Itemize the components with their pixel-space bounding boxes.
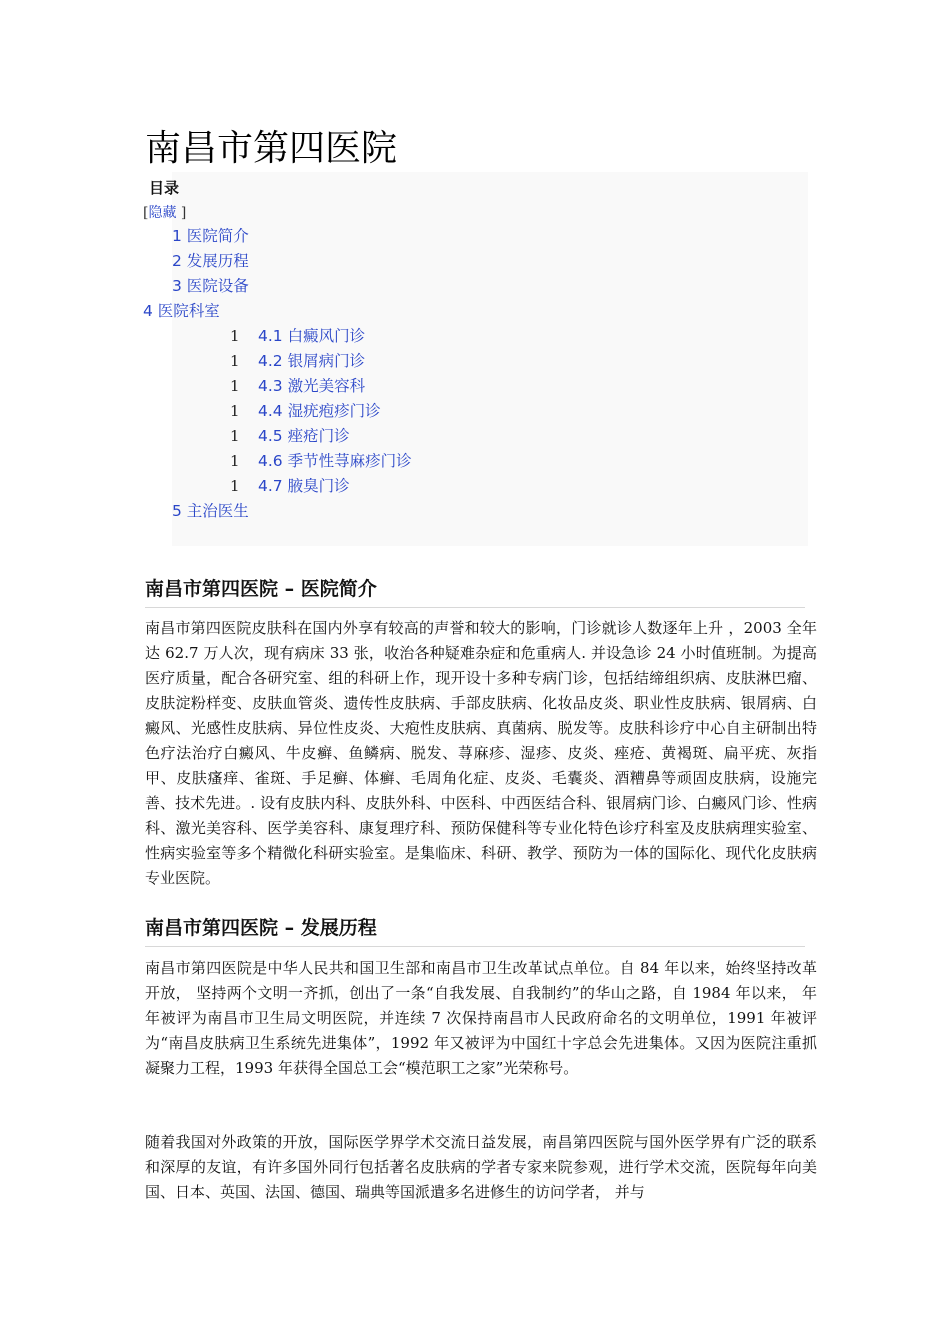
section-heading-intro: 南昌市第四医院 – 医院简介 — [145, 575, 805, 608]
toc-hide-toggle[interactable]: [隐藏 ] — [143, 205, 187, 221]
toc-item-equipment[interactable]: 3 医院设备 — [172, 277, 249, 295]
toc-item-history[interactable]: 2 发展历程 — [172, 252, 249, 270]
toc-item-intro[interactable]: 1 医院简介 — [172, 227, 249, 245]
toc-hide-link[interactable]: 隐藏 — [148, 205, 177, 221]
section-paragraph: 随着我国对外政策的开放，国际医学界学术交流日益发展，南昌第四医院与国外医学界有广泛的联系和深厚的友谊，有许多国外同行包括著名皮肤病的学者专家来院参观，进行学术交流，医院每年向美国、日本、英国、法国、德国、瑞典等国派遣多名进修生的访问学者， 并与 — [145, 1133, 817, 1201]
page-title: 南昌市第四医院 — [145, 128, 398, 169]
toc-item-departments[interactable]: 4 医院科室 — [143, 302, 220, 320]
toc-heading: 目录 — [149, 179, 180, 197]
section-paragraph: 南昌市第四医院是中华人民共和国卫生部和南昌市卫生改革试点单位。自 84 年以来，始终坚持改革开放， 坚持两个文明一齐抓，创出了一条“自我发展、自我制约”的华山之路，自 1984 年以来， 年年被评为南昌市卫生局文明医院，并连续 7 次保持南昌市人民政府命名的文明单位，1991 年被评为“南昌皮肤病卫生系统先进集体”，1992 年又被评为中国红十字总会先进集体。又因为医院注重抓凝聚力工程，1993 年获得全国总工会“模范职工之家”光荣称号。 — [145, 959, 817, 1077]
section-paragraph: 南昌市第四医院皮肤科在国内外享有较高的声誉和较大的影响，门诊就诊人数逐年上升 ，2003 全年达 62.7 万人次，现有病床 33 张，收治各种疑难杂症和危重病人. 并设急诊 24 小时值班制。为提高医疗质量，配合各研究室、组的科研上作，现开设十多种专病门诊，包括结缔组织病、皮肤淋巴瘤、皮肤淀粉样变、皮肤血管炎、遗传性皮肤病、手部皮肤病、化妆品皮炎、职业性皮肤病、银屑病、白癜风、光感性皮肤病、异位性皮炎、大疱性皮肤病、真菌病、脱发等。皮肤科诊疗中心自主研制出特色疗法治疗白癜风、牛皮癣、鱼鳞病、脱发、荨麻疹、湿疹、皮炎、痤疮、黄褐斑、扁平疣、灰指甲、皮肤瘙痒、雀斑、手足癣、体癣、毛周角化症、皮炎、毛囊炎、酒糟鼻等顽固皮肤病，设施完善、技术先进。. 设有皮肤内科、皮肤外科、中医科、中西医结合科、银屑病门诊、白癜风门诊、性病科、激光美容科、医学美容科、康复理疗科、预防保健科等专业化特色诊疗科室及皮肤病理实验室、性病实验室等多个精微化科研实验室。是集临床、科研、教学、预防为一体的国际化、现代化皮肤病专业医院。 — [145, 619, 817, 887]
section-heading-history: 南昌市第四医院 – 发展历程 — [145, 914, 805, 947]
toc-item-doctors[interactable]: 5 主治医生 — [172, 502, 249, 520]
